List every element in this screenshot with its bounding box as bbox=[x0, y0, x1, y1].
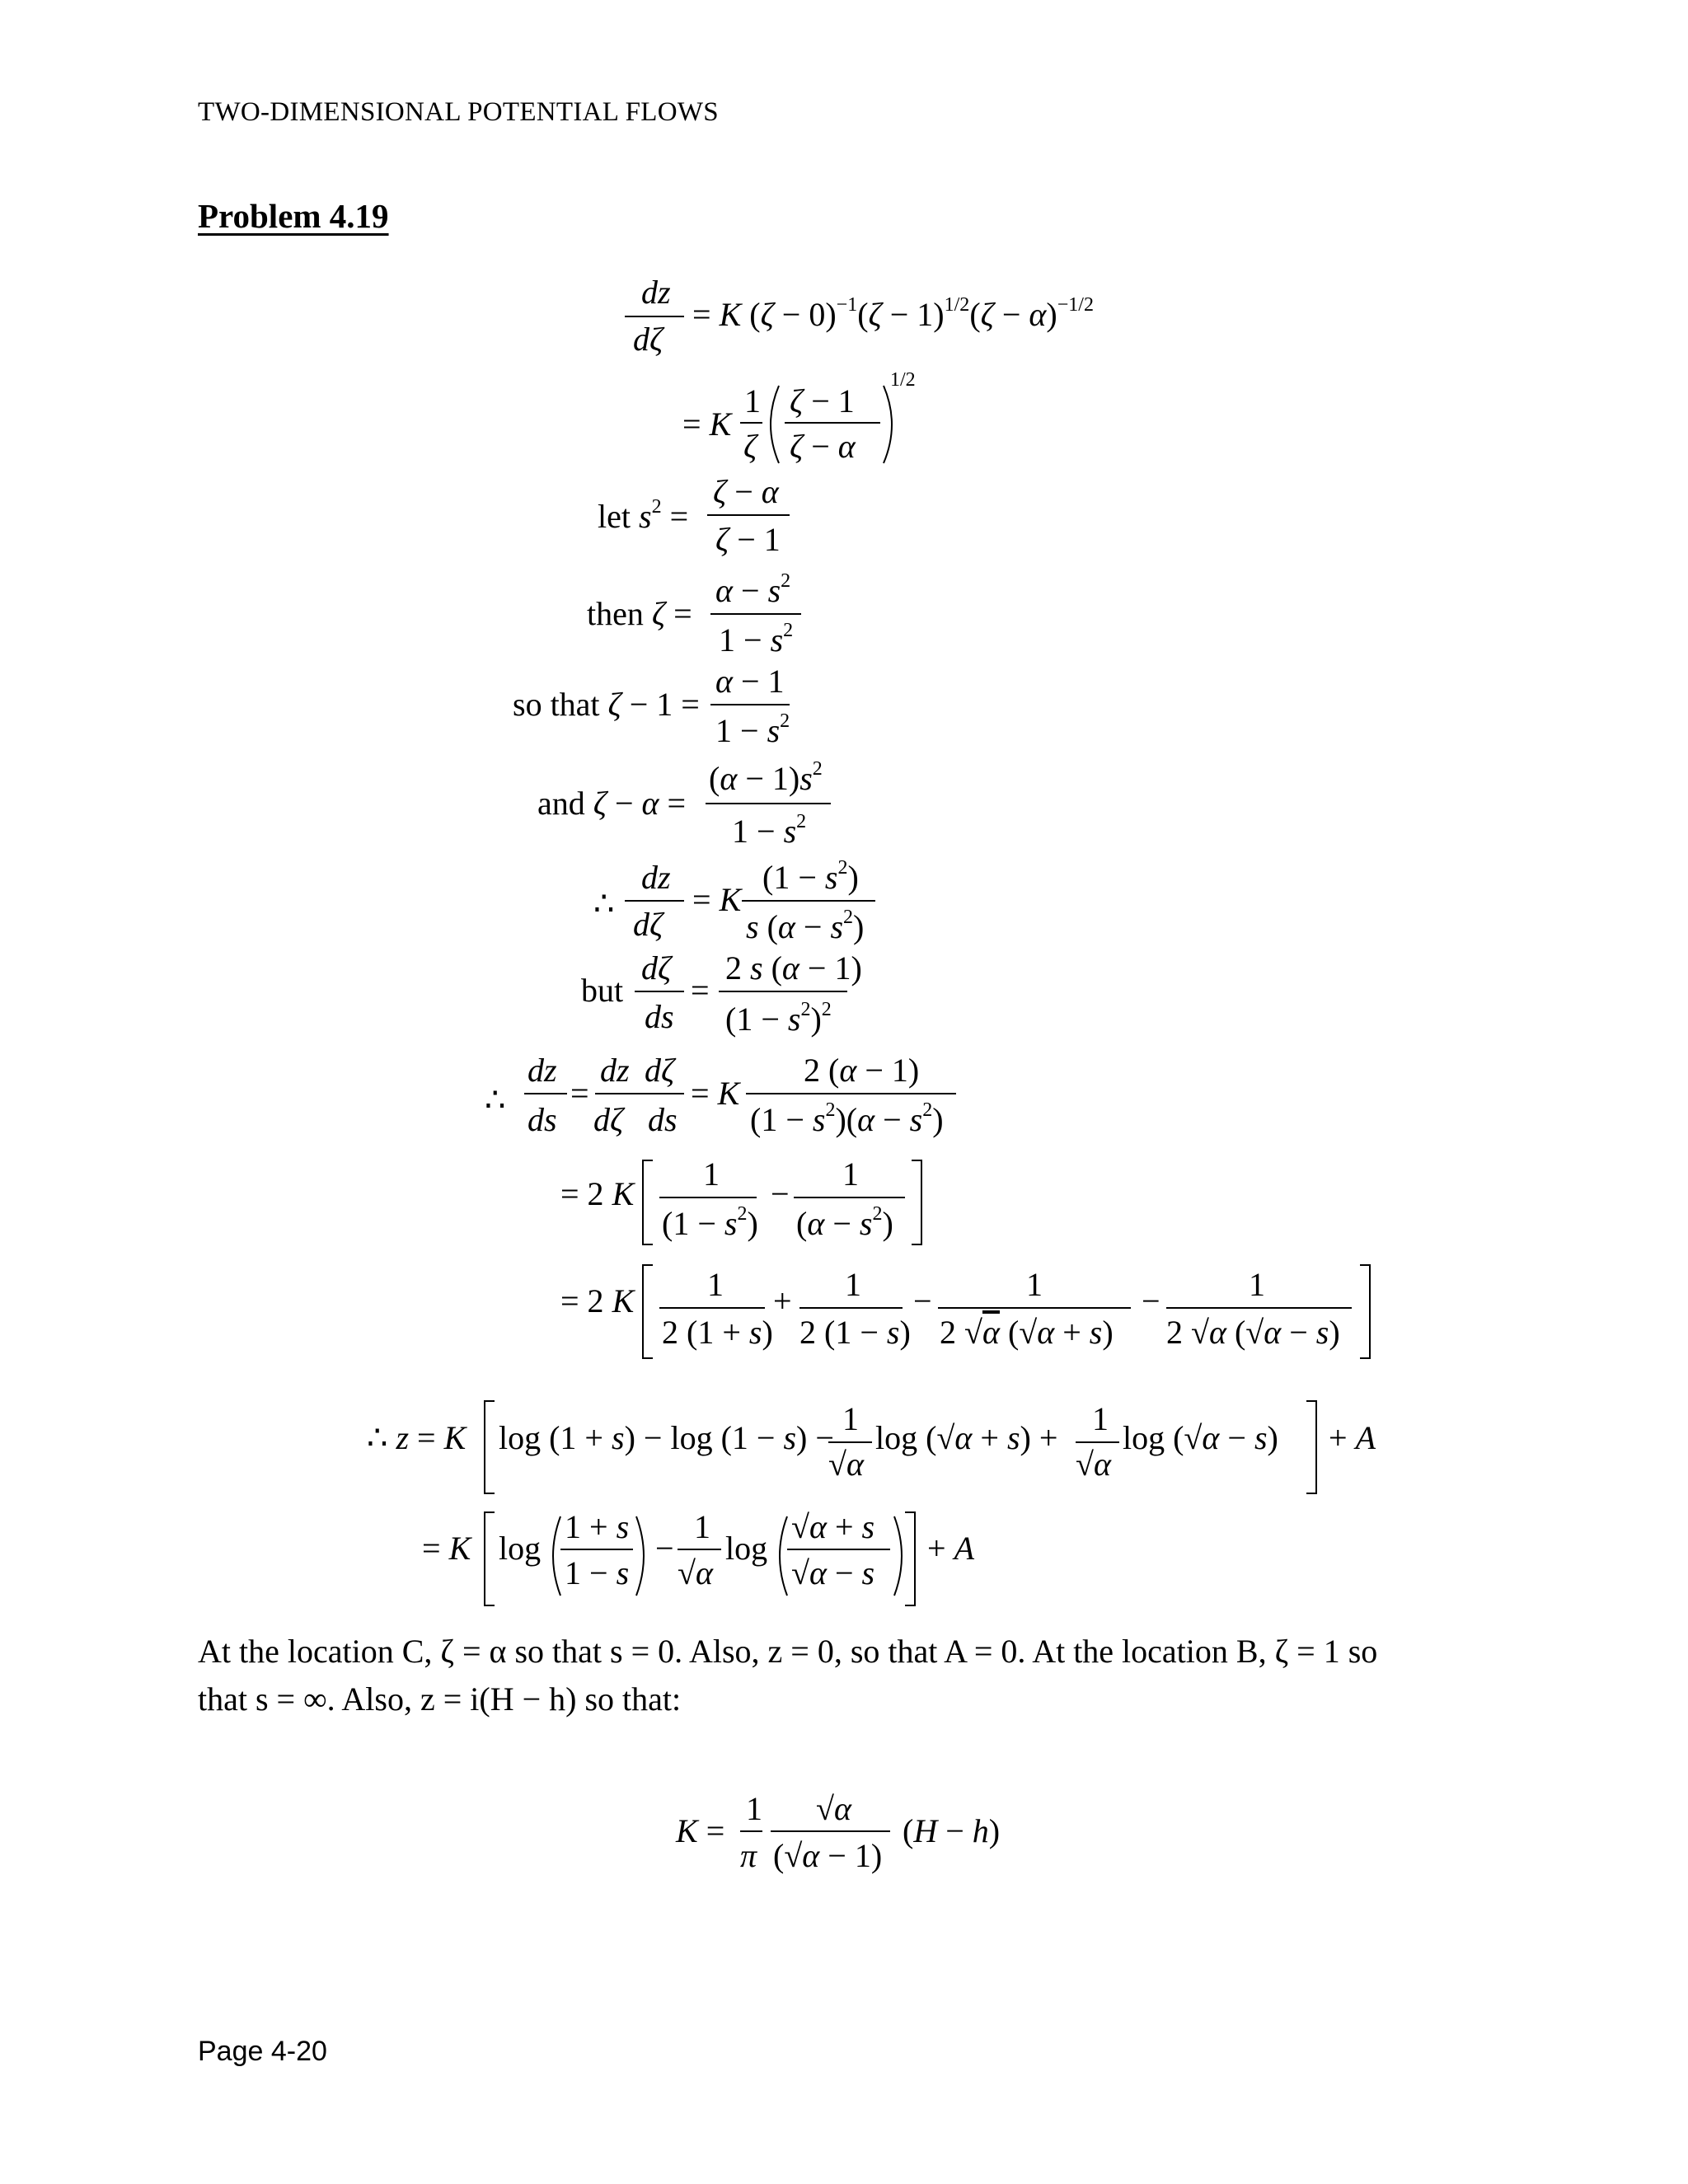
svg-text:dz: dz bbox=[528, 1052, 557, 1089]
svg-text:√α: √α bbox=[678, 1554, 713, 1591]
svg-text:log (√α − s): log (√α − s) bbox=[1123, 1419, 1278, 1456]
svg-text:−: − bbox=[771, 1175, 790, 1212]
svg-text:so that ζ − 1 =: so that ζ − 1 = bbox=[513, 686, 700, 723]
equation-z-integrated-2 bbox=[422, 1508, 975, 1605]
svg-text:1 − s: 1 − s bbox=[565, 1554, 630, 1591]
equation-dzeta-ds bbox=[581, 949, 862, 1038]
equation-z-integrated-1 bbox=[367, 1400, 1376, 1493]
equation-dz-dzeta-s bbox=[593, 857, 875, 945]
svg-text:ζ − 1: ζ − 1 bbox=[715, 521, 781, 558]
svg-text:α − s2: $\alpha - s^2$ bbox=[715, 570, 791, 609]
svg-text:1 + s: 1 + s bbox=[565, 1508, 630, 1545]
svg-text:= K: = K bbox=[692, 881, 742, 918]
svg-text:2 (α − 1): 2 (α − 1) bbox=[804, 1052, 920, 1089]
svg-text:1: 1 bbox=[842, 1155, 859, 1193]
svg-text:dz: dz bbox=[641, 274, 671, 311]
svg-text:then ζ =: then ζ = bbox=[587, 595, 692, 632]
svg-text:ζ − α: ζ − α bbox=[790, 428, 856, 465]
svg-text:dζ: dζ bbox=[633, 321, 663, 358]
svg-text:let s2 =: let $s^2$ = bbox=[598, 496, 689, 535]
svg-text:(1 − s2)2: $(1 - s^2)^2$ bbox=[725, 999, 832, 1038]
svg-text:+ A: + A bbox=[927, 1530, 974, 1567]
svg-text:= K: = K bbox=[691, 1075, 740, 1112]
svg-text:√α: √α bbox=[816, 1790, 851, 1827]
svg-text:√α: √α bbox=[1076, 1446, 1111, 1483]
svg-text:1: 1 bbox=[744, 382, 761, 419]
svg-text:2 √α (√α − s): 2 √α (√α − s) bbox=[1166, 1314, 1340, 1351]
svg-text:2 s (α − 1): 2 s (α − 1) bbox=[725, 949, 862, 987]
svg-text:α − 1: α − 1 bbox=[715, 663, 785, 700]
svg-text:1: 1 bbox=[703, 1155, 720, 1193]
svg-text:K =: K = bbox=[676, 1812, 725, 1849]
svg-text:log: log bbox=[499, 1530, 542, 1567]
svg-text:−: − bbox=[913, 1282, 932, 1319]
svg-text:dζ: dζ bbox=[645, 1052, 675, 1089]
svg-text:=: = bbox=[570, 1075, 589, 1112]
svg-text:and ζ − α =: and ζ − α = bbox=[537, 785, 687, 822]
svg-text:(1 − s2): $(1 - s^2)$ bbox=[762, 857, 859, 896]
equation-K-result bbox=[675, 1790, 1000, 1874]
svg-text:= 2 K: = 2 K bbox=[560, 1282, 635, 1319]
svg-text:= K (ζ − 0)−1(ζ − 1)1/2(ζ − α): = K $(\zeta - 0)^{-1}(\zeta - 1)^{1/2}(\zeta - \alpha)^{-1/2}$ bbox=[692, 294, 1094, 333]
equation-partial-fractions-2 bbox=[560, 1265, 1370, 1358]
svg-text:ζ − 1: ζ − 1 bbox=[790, 382, 855, 419]
svg-text:1: 1 bbox=[707, 1266, 724, 1303]
running-header: TWO-DIMENSIONAL POTENTIAL FLOWS bbox=[198, 97, 719, 127]
svg-text:√α: √α bbox=[828, 1446, 864, 1483]
equation-dz-ds bbox=[485, 1052, 956, 1138]
svg-text:(√α − 1): (√α − 1) bbox=[773, 1837, 883, 1874]
svg-text:dζ: dζ bbox=[593, 1101, 624, 1138]
svg-text:ds: ds bbox=[648, 1101, 678, 1138]
svg-text:1 − s2: $1 - s^2$ bbox=[732, 811, 807, 850]
svg-text:= K: = K bbox=[422, 1530, 471, 1567]
paragraph-line-1: At the location C, ζ = α so that s = 0. Also, z = 0, so that A = 0. At the location B, ζ = 1 so bbox=[198, 1633, 1378, 1670]
svg-text:(1 − s2)(α − s2): $(1 - s^2)(\alpha - s^2)$ bbox=[750, 1099, 944, 1138]
svg-text:ζ − α: ζ − α bbox=[713, 473, 779, 510]
problem-title: Problem 4.19 bbox=[198, 197, 389, 235]
svg-text:+: + bbox=[773, 1282, 792, 1319]
svg-text:√α + s: √α + s bbox=[791, 1508, 875, 1545]
svg-text:ds: ds bbox=[528, 1101, 557, 1138]
svg-text:−: − bbox=[655, 1530, 674, 1567]
equation-then-zeta bbox=[587, 570, 801, 658]
svg-text:−: − bbox=[1142, 1282, 1160, 1319]
svg-text:1: 1 bbox=[694, 1508, 710, 1545]
svg-text:s (α − s2): s $(\alpha - s^2)$ bbox=[746, 907, 865, 945]
paragraph-line-2: that s = ∞. Also, z = i(H − h) so that: bbox=[198, 1680, 682, 1718]
svg-text:1: 1 bbox=[746, 1790, 762, 1827]
svg-text:dz: dz bbox=[641, 859, 671, 896]
svg-text:log: log bbox=[725, 1530, 768, 1567]
svg-text:=: = bbox=[691, 972, 710, 1009]
svg-text:1: 1 bbox=[842, 1400, 859, 1437]
svg-text:dz: dz bbox=[600, 1052, 630, 1089]
svg-text:ζ: ζ bbox=[743, 428, 757, 465]
svg-text:log (1 + s) − log (1 − s) −: log (1 + s) − log (1 − s) − bbox=[499, 1419, 834, 1456]
svg-text:(1 − s2): $(1 - s^2)$ bbox=[662, 1203, 758, 1242]
svg-text:∴: ∴ bbox=[593, 885, 615, 922]
svg-text:1: 1 bbox=[1092, 1400, 1109, 1437]
svg-text:(α − s2): $(\alpha - s^2)$ bbox=[796, 1203, 893, 1242]
svg-text:∴ z = K: ∴ z = K bbox=[367, 1419, 467, 1456]
svg-text:+ A: + A bbox=[1329, 1419, 1376, 1456]
page-number: Page 4-20 bbox=[198, 2036, 327, 2067]
svg-text:= 2 K: = 2 K bbox=[560, 1175, 635, 1212]
svg-text:2 (1 − s): 2 (1 − s) bbox=[799, 1314, 911, 1351]
equation-partial-fractions-1 bbox=[560, 1155, 921, 1244]
svg-text:dζ: dζ bbox=[633, 906, 663, 943]
equation-zeta-minus-1 bbox=[513, 663, 790, 749]
svg-text:1: 1 bbox=[845, 1266, 861, 1303]
svg-text:√α − s: √α − s bbox=[791, 1554, 875, 1591]
svg-text:1: 1 bbox=[1249, 1266, 1265, 1303]
body-paragraph bbox=[198, 1628, 1500, 1723]
equation-zeta-minus-alpha bbox=[537, 758, 831, 850]
svg-text:= K: = K bbox=[682, 405, 732, 443]
svg-text:dζ: dζ bbox=[641, 949, 672, 987]
svg-text:log (√α + s) +: log (√α + s) + bbox=[875, 1419, 1058, 1456]
svg-text:2 √α (√α + s): 2 √α (√α + s) bbox=[940, 1314, 1114, 1351]
svg-text:(α − 1)s2: $(\alpha - 1)s^2$ bbox=[709, 758, 823, 797]
svg-text:2 (1 + s): 2 (1 + s) bbox=[662, 1314, 773, 1351]
svg-text:∴: ∴ bbox=[485, 1081, 506, 1118]
svg-text:1 − s2: $1 - s^2$ bbox=[719, 620, 794, 658]
equation-let-s2 bbox=[598, 473, 790, 558]
svg-text:ds: ds bbox=[645, 998, 674, 1035]
svg-text:1 − s2: $1 - s^2$ bbox=[715, 710, 790, 749]
svg-text:but: but bbox=[581, 972, 624, 1009]
equation-dz-dzeta-1 bbox=[625, 274, 1094, 358]
svg-text:π: π bbox=[740, 1837, 757, 1874]
svg-text:1/2: 1/2 bbox=[890, 369, 916, 391]
svg-text:(H − h): (H − h) bbox=[903, 1812, 1001, 1849]
svg-text:1: 1 bbox=[1026, 1266, 1043, 1303]
equation-dz-dzeta-2 bbox=[682, 369, 916, 465]
